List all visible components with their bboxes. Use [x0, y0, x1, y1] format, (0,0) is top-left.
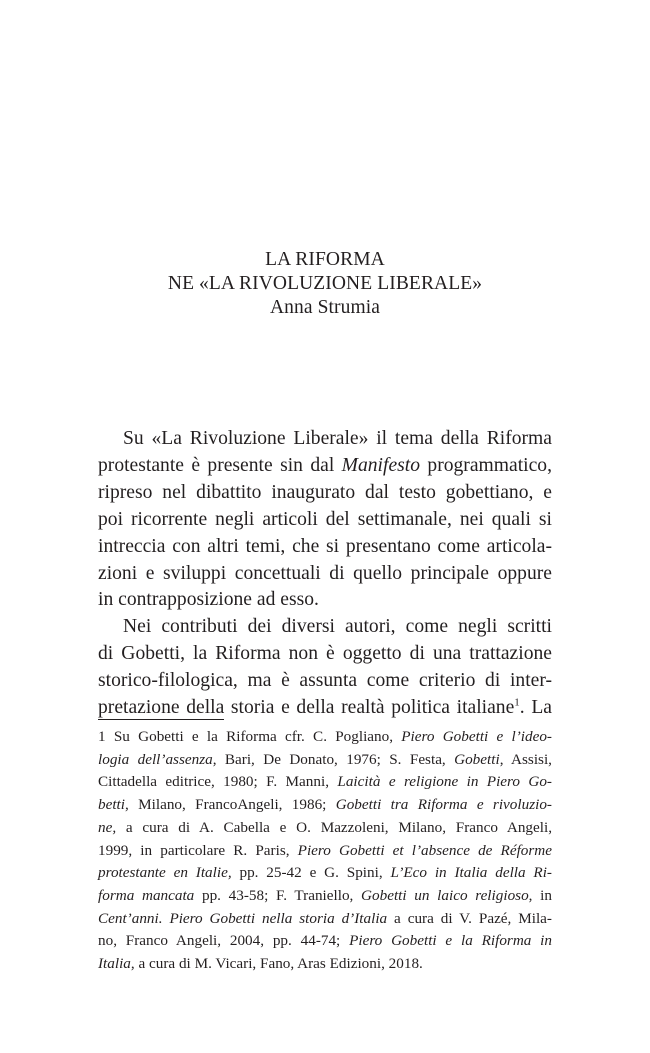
- text-run: pretazione della storia e della realtà politica italiane: [98, 697, 515, 718]
- footnote-line: [98, 793, 552, 816]
- author-name: Anna Strumia: [269, 297, 381, 318]
- italic-text: forma mancata: [98, 886, 195, 904]
- text-run: pp. 43-58; F. Traniello,: [194, 886, 362, 904]
- text-run: , Assisi,: [499, 750, 552, 768]
- italic-text: Manifesto: [341, 454, 421, 476]
- text-run: di Gobetti, la Riforma non è oggetto di una trattazione: [98, 643, 552, 665]
- italic-text: Italia: [98, 955, 131, 972]
- body-line: [98, 425, 552, 452]
- text-run: poi ricorrente negli articoli del settimanale, nei quali si: [98, 508, 552, 530]
- footnote-line: [98, 725, 552, 748]
- footnote-line: [98, 770, 552, 793]
- italic-text: protestante en Italie,: [98, 864, 232, 882]
- chapter-title: LA RIFORMA: [265, 249, 385, 270]
- italic-text: Cent’anni. Piero Gobetti nella storia d’Italia: [98, 909, 388, 927]
- text-run: a cura di A. Cabella e O. Mazzoleni, Milano, Franco Angeli,: [116, 818, 552, 836]
- footnote-line: [98, 861, 552, 884]
- italic-text: Gobetti: [454, 750, 500, 768]
- body-line: [98, 533, 552, 560]
- italic-text: Piero Gobetti et l’absence de Réforme: [297, 841, 552, 859]
- body-line: [98, 613, 552, 640]
- text-run: 1999, in particolare R. Paris,: [98, 841, 298, 859]
- italic-text: Laicità e religione in Piero Go-: [337, 773, 552, 791]
- body-line: [98, 667, 552, 694]
- italic-text: Gobetti un laico religioso: [361, 886, 529, 904]
- text-run: pp. 25-42 e G. Spini,: [231, 864, 391, 882]
- text-run: protestante è presente sin dal: [98, 454, 342, 476]
- footnote-line: [98, 748, 552, 771]
- italic-text: Piero Gobetti e la Riforma in: [349, 932, 552, 950]
- text-run: storico-filologica, ma è assunta come criterio di inter-: [98, 670, 552, 692]
- body-line: [98, 640, 552, 667]
- footnote-line: [98, 952, 552, 975]
- footnote-line: [98, 907, 552, 930]
- footnote-line: [98, 884, 552, 907]
- footnote-line: [98, 816, 552, 839]
- text-run: programmatico,: [420, 454, 552, 476]
- text-run: zioni e sviluppi concettuali di quello principale oppure: [98, 562, 552, 584]
- text-run: , in: [528, 886, 552, 904]
- footnote-separator: [98, 719, 224, 720]
- text-run: a cura di V. Pazé, Mila-: [387, 909, 552, 927]
- footnote-line: [98, 929, 552, 952]
- italic-text: betti: [98, 796, 125, 814]
- text-run: Cittadella editrice, 1980; F. Manni,: [98, 773, 338, 791]
- body-line: [98, 479, 552, 506]
- text-run: , Milano, FrancoAngeli, 1986;: [125, 796, 336, 814]
- text-run: no, Franco Angeli, 2004, pp. 44-74;: [98, 932, 350, 950]
- body-line: [98, 506, 552, 533]
- footnote-line: [98, 839, 552, 862]
- text-run: 1 Su Gobetti e la Riforma cfr. C. Pogliano,: [98, 728, 402, 745]
- italic-text: logia dell’assenza: [98, 750, 213, 768]
- text-run: Nei contributi dei diversi autori, come negli scritti: [123, 616, 552, 638]
- body-line: [98, 694, 552, 721]
- text-run: in contrapposizione ad esso.: [98, 589, 319, 611]
- text-run: intreccia con altri temi, che si presentano come articola-: [98, 535, 552, 557]
- text-run: , Bari, De Donato, 1976; S. Festa,: [212, 750, 455, 768]
- footnote-marker: 1: [514, 696, 520, 709]
- body-line: [98, 560, 552, 587]
- text-run: . La: [519, 697, 552, 718]
- text-run: ripreso nel dibattito inaugurato dal testo gobettiano, e: [98, 481, 552, 503]
- body-line: [98, 586, 552, 613]
- chapter-subtitle: NE «LA RIVOLUZIONE LIBERALE»: [167, 273, 483, 294]
- text-run: , a cura di M. Vicari, Fano, Aras Edizioni, 2018.: [130, 955, 423, 972]
- body-line: [98, 452, 552, 479]
- italic-text: Piero Gobetti e l’ideo-: [401, 728, 552, 745]
- italic-text: L’Eco in Italia della Ri-: [390, 864, 552, 882]
- italic-text: ne,: [98, 818, 117, 836]
- text-run: Su «La Rivoluzione Liberale» il tema della Riforma: [123, 428, 552, 449]
- italic-text: Gobetti tra Riforma e rivoluzio-: [335, 796, 552, 814]
